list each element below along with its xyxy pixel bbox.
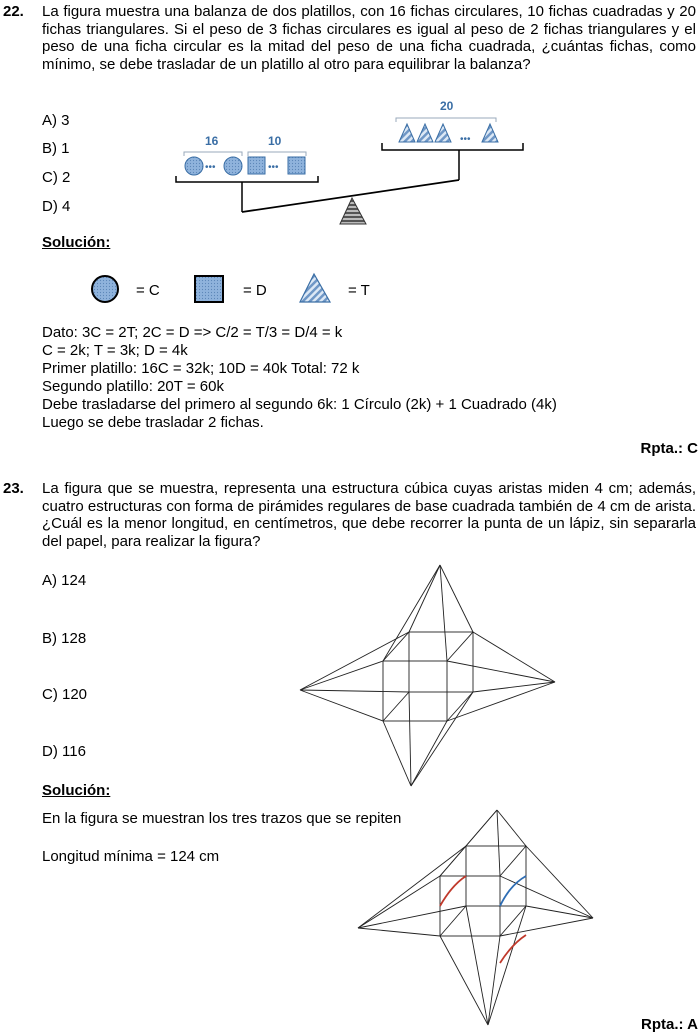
q22-answer: Rpta.: C <box>640 440 698 457</box>
q22-option-b: B) 1 <box>42 140 70 157</box>
q22-option-c: C) 2 <box>42 169 71 186</box>
question-23-text: La figura que se muestra, representa una estructura cúbica cuyas aristas miden 4 cm; además, cuatro estructuras con forma de pirámides regulares de base cuadrada también de 4 cm de arista. ¿Cuál es la menor longitud, en centímetros, que debe recorrer la punta de un lápiz, sin separarla del papel, para realizar la figura? <box>42 480 696 550</box>
q23-answer: Rpta.: A <box>641 1016 698 1033</box>
dots-2: ••• <box>268 162 279 173</box>
blue-stroke <box>500 876 526 906</box>
q22-solution-line: Dato: 3C = 2T; 2C = D => C/2 = T/3 = D/4 = k <box>42 324 343 341</box>
q23-option-b: B) 128 <box>42 630 87 647</box>
q23-solution-title: Solución: <box>42 782 111 799</box>
q22-option-d: D) 4 <box>42 198 71 215</box>
q23-solution-line: En la figura se muestran los tres trazos que se repiten <box>42 810 402 827</box>
q22-solution-title: Solución: <box>42 234 111 251</box>
red-stroke-1 <box>440 876 466 906</box>
label-20: 20 <box>440 99 454 113</box>
q22-solution-line: C = 2k; T = 3k; D = 4k <box>42 342 188 359</box>
q22-option-a: A) 3 <box>42 112 70 129</box>
red-stroke-2 <box>500 935 526 963</box>
q23-solution-line: Longitud mínima = 124 cm <box>42 848 220 865</box>
question-22-number: 22. <box>3 3 24 20</box>
q22-solution-line: Segundo platillo: 20T = 60k <box>42 378 224 395</box>
question-22-text: La figura muestra una balanza de dos platillos, con 16 fichas circulares, 10 fichas cuadradas y 20 fichas triangulares. Si el peso de 3 fichas circulares es igual al peso de 2 fichas triangulares y el peso de una ficha circular es la mitad del peso de una ficha cuadrada, ¿cuántas fichas, como mínimo, se debe trasladar de un platillo al otro para equilibrar la balanza? <box>42 3 696 73</box>
legend-d: = D <box>243 282 267 299</box>
dots-1: ••• <box>205 162 216 173</box>
legend-t: = T <box>348 282 370 299</box>
question-23-number: 23. <box>3 480 24 497</box>
q23-option-d: D) 116 <box>42 743 86 760</box>
dots-3: ••• <box>460 134 471 145</box>
q22-solution-line: Primer platillo: 16C = 32k; 10D = 40k Total: 72 k <box>42 360 360 377</box>
legend-c: = C <box>136 282 160 299</box>
q22-solution-line: Debe trasladarse del primero al segundo 6k: 1 Círculo (2k) + 1 Cuadrado (4k) <box>42 396 557 413</box>
label-10: 10 <box>268 134 282 148</box>
q23-option-a: A) 124 <box>42 572 87 589</box>
q22-solution-line: Luego se debe trasladar 2 fichas. <box>42 414 264 431</box>
q23-option-c: C) 120 <box>42 686 88 703</box>
label-16: 16 <box>205 134 219 148</box>
